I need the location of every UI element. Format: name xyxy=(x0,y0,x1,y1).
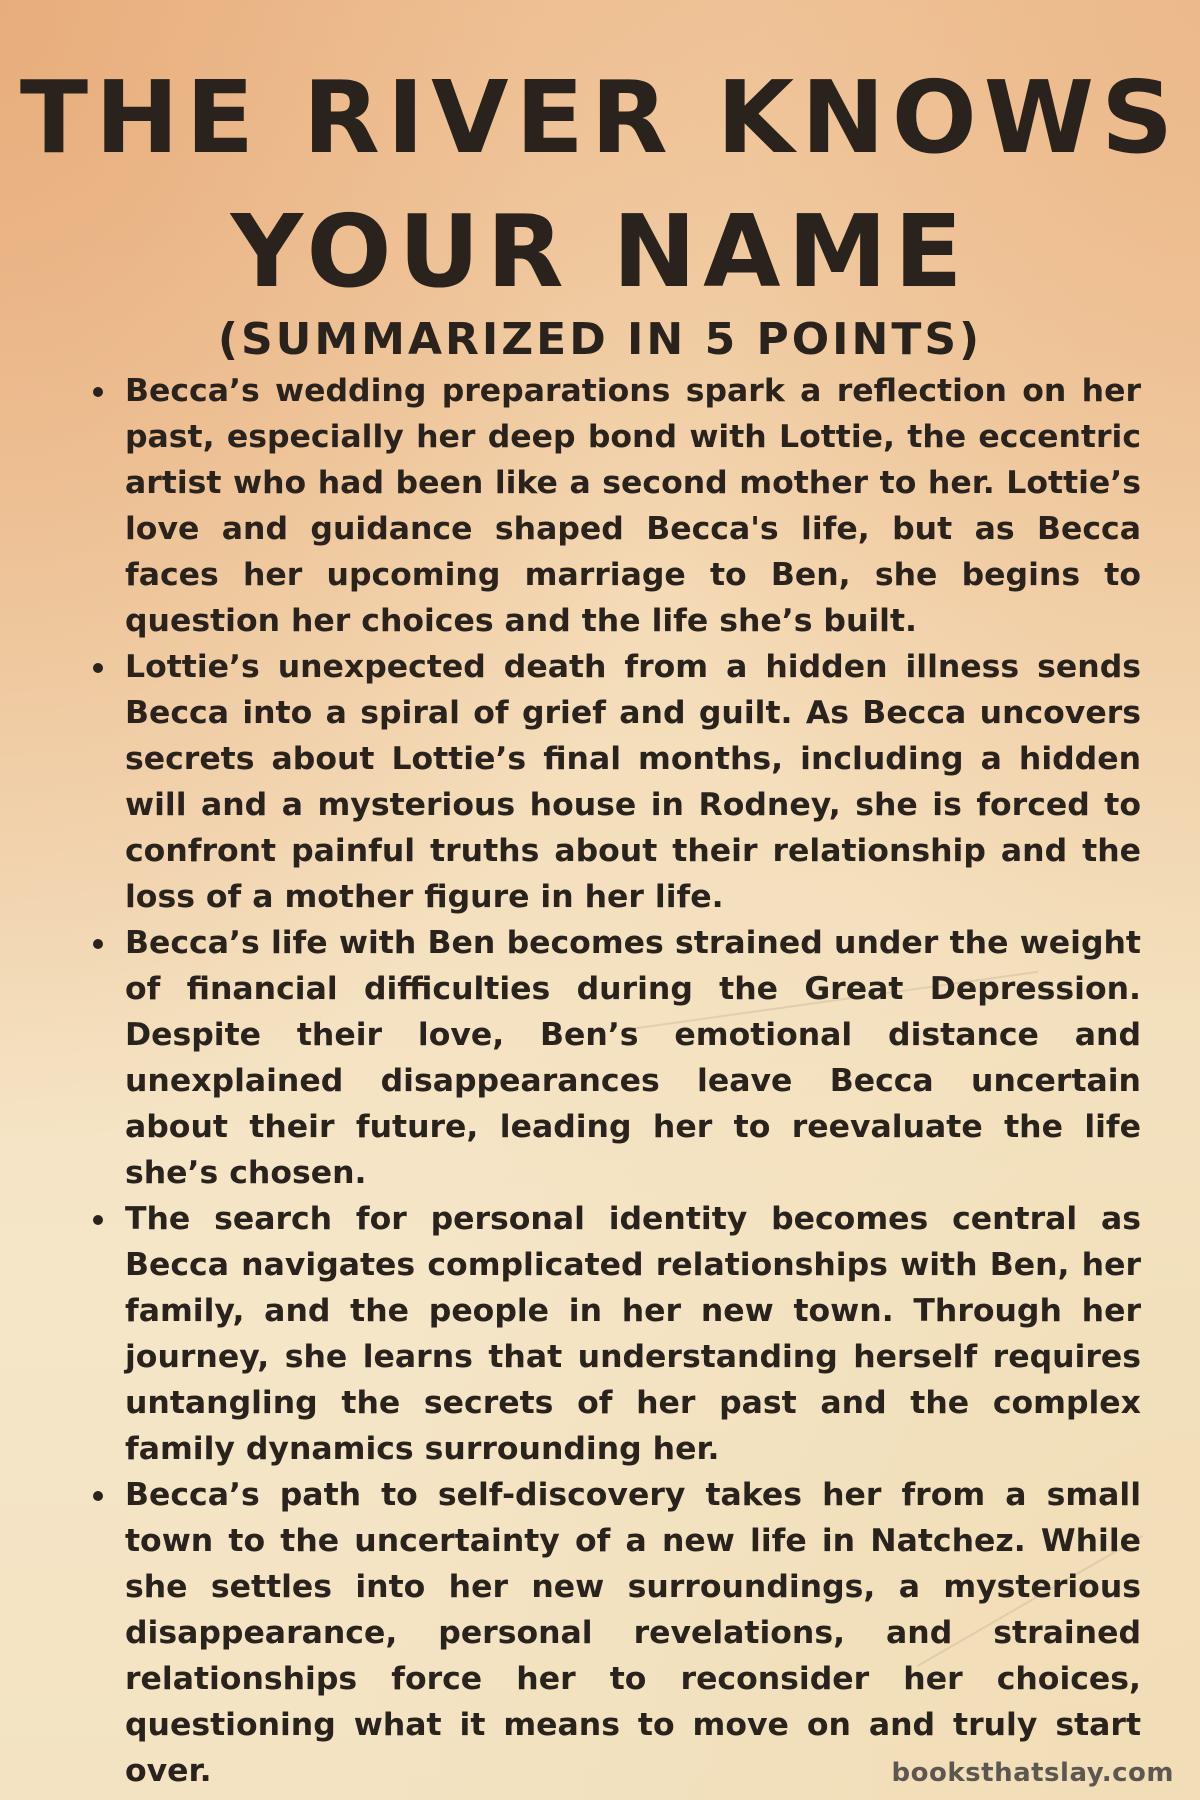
bullet-icon xyxy=(93,663,103,673)
summary-point xyxy=(88,1196,1141,1472)
summary-point xyxy=(88,920,1141,1196)
bullet-icon xyxy=(93,939,103,949)
summary-point xyxy=(88,368,1141,644)
bullet-icon xyxy=(93,1491,103,1501)
subtitle: (SUMMARIZED IN 5 POINTS) xyxy=(217,314,983,365)
title-line-2: YOUR NAME xyxy=(230,193,970,310)
summary-point-text: Lottie’s unexpected death from a hidden illness sends Becca into a spiral of grief and guilt. As Becca uncovers secrets about Lottie’s final months, including a hidden will and a mysterious house in Rodney, she is forced to confront painful truths about their relationship and the loss of a mother figure in her life. xyxy=(125,649,1141,915)
summary-point-text: The search for personal identity becomes central as Becca navigates complicated relationships with Ben, her family, and the people in her new town. Through her journey, she learns that understanding herself requires untangling the secrets of her past and the complex family dynamics surrounding her. xyxy=(125,1201,1141,1467)
bullet-icon xyxy=(93,1215,103,1225)
summary-point xyxy=(88,1472,1141,1794)
summary-point-text: Becca’s wedding preparations spark a reflection on her past, especially her deep bond with Lottie, the eccentric artist who had been like a second mother to her. Lottie’s love and guidance shaped Becca's life, but as Becca faces her upcoming marriage to Ben, she begins to question her choices and the life she’s built. xyxy=(125,373,1141,639)
summary-point-text: Becca’s path to self-discovery takes her from a small town to the uncertainty of a new life in Natchez. While she settles into her new surroundings, a mysterious disappearance, personal revelations, and strained relationships force her to reconsider her choices, questioning what it means to move on and truly start over. xyxy=(125,1477,1141,1789)
bullet-icon xyxy=(93,387,103,397)
summary-point xyxy=(88,644,1141,920)
title-line-1: THE RIVER KNOWS xyxy=(19,59,1181,176)
summary-points-list xyxy=(88,368,1141,1794)
summary-point-text: Becca’s life with Ben becomes strained under the weight of financial difficulties during the Great Depression. Despite their love, Ben’s emotional distance and unexplained disappearances leave Becca uncertain about their future, leading her to reevaluate the life she’s chosen. xyxy=(125,925,1141,1191)
site-watermark: booksthatslay.com xyxy=(891,1758,1174,1788)
